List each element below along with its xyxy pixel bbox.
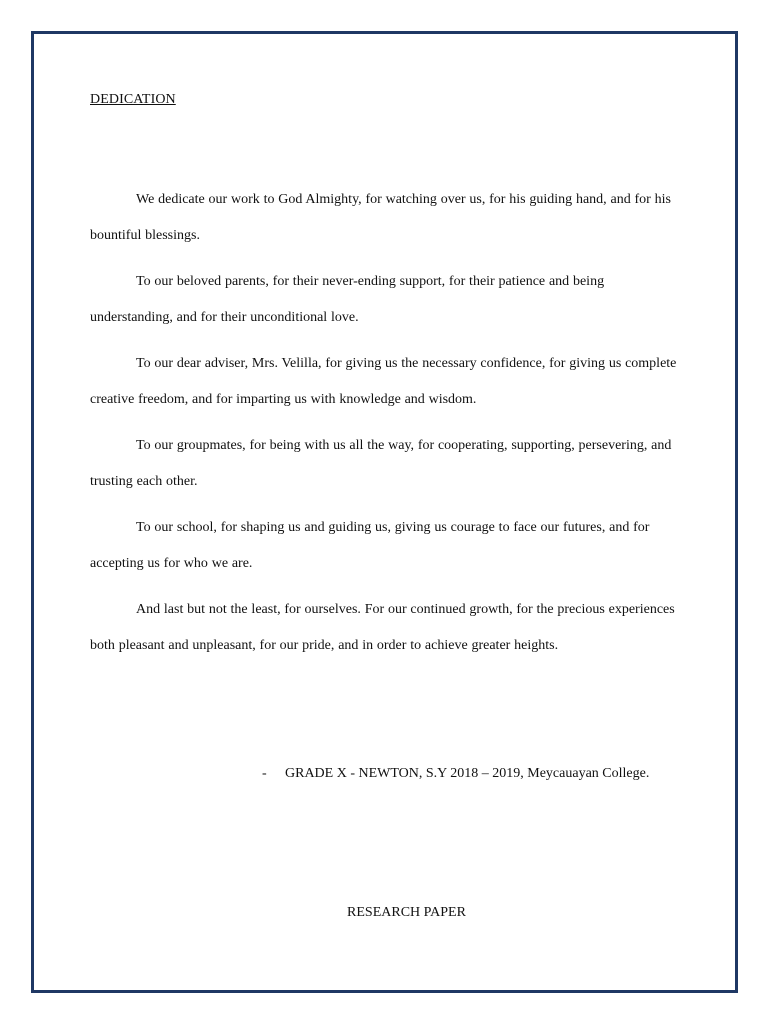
dedication-paragraph-ourselves: And last but not the least, for ourselves. For our continued growth, for the precious experiences both pleasant and unpleasant, for our pride, and in order to achieve greater heights. bbox=[90, 602, 675, 653]
dedication-paragraph-adviser: To our dear adviser, Mrs. Velilla, for giving us the necessary confidence, for giving us complete creative freedom, and for imparting us with knowledge and wisdom. bbox=[90, 356, 677, 407]
dedication-paragraph-school: To our school, for shaping us and guiding us, giving us courage to face our futures, and for accepting us for who we are. bbox=[90, 520, 650, 571]
dedication-paragraph-parents: To our beloved parents, for their never-ending support, for their patience and being understanding, and for their unconditional love. bbox=[90, 274, 605, 325]
signature-line bbox=[262, 766, 649, 782]
signature-dash: - bbox=[262, 766, 267, 781]
page-heading: DEDICATION bbox=[90, 92, 176, 107]
page-footer: RESEARCH PAPER bbox=[347, 905, 466, 920]
dedication-body bbox=[90, 182, 680, 674]
dedication-paragraph-god: We dedicate our work to God Almighty, for watching over us, for his guiding hand, and for his bountiful blessings. bbox=[90, 192, 671, 243]
signature-text: GRADE X - NEWTON, S.Y 2018 – 2019, Meycauayan College. bbox=[285, 766, 650, 781]
dedication-paragraph-groupmates: To our groupmates, for being with us all the way, for cooperating, supporting, persevering, and trusting each other. bbox=[90, 438, 672, 489]
